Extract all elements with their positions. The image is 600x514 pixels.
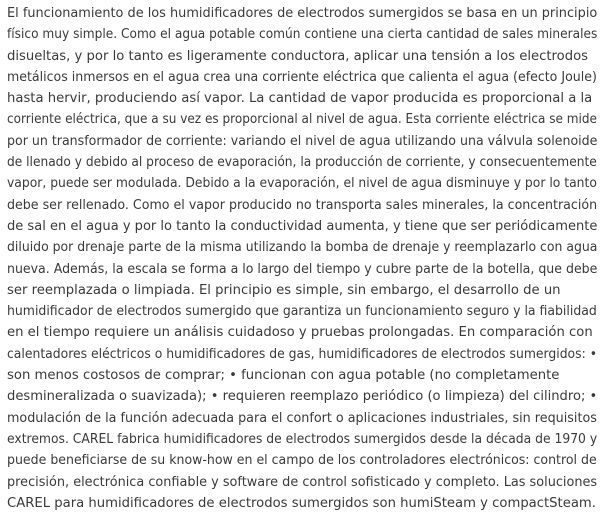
text-line: calentadores eléctricos o humidificadores de gas, humidificadores de electrodos sumergidos: •: [7, 346, 598, 362]
text-line: por un transformador de corriente: variando el nivel de agua utilizando una válvula solenoide: [7, 133, 598, 149]
text-line: físico muy simple. Como el agua potable común contiene una cierta cantidad de sales minerales: [7, 27, 598, 43]
text-line: nueva. Además, la escala se forma a lo largo del tiempo y cubre parte de la botella, que debe: [7, 261, 598, 277]
text-line: ser reemplazada o limpiada. El principio es simple, sin embargo, el desarrollo de un: [7, 282, 561, 298]
text-line: desmineralizada o suavizada); • requieren reemplazo periódico (o limpieza) del cilindro; •: [7, 389, 598, 405]
text-line: disueltas, y por lo tanto es ligeramente conductora, aplicar una tensión a los electrodos: [7, 48, 589, 64]
text-line: son menos costosos de comprar; • funcionan con agua potable (no completamente: [7, 368, 560, 384]
text-line: CAREL para humidificadores de electrodos sumergidos son humiSteam y compactSteam.: [7, 495, 596, 511]
text-line: humidificador de electrodos sumergido que garantiza un funcionamiento seguro y la fiabilidad: [7, 304, 597, 320]
article-paragraph: [7, 3, 599, 514]
text-line: puede beneficiarse de su know-how en el campo de los controladores electrónicos: control de: [7, 453, 597, 469]
text-line: modulación de la función adecuada para el confort o aplicaciones industriales, sin requisitos: [7, 410, 597, 426]
text-line: hasta hervir, produciendo así vapor. La cantidad de vapor producida es proporcional a la: [7, 91, 593, 107]
text-line: de llenado y debido al proceso de evaporación, la producción de corriente, y consecuentemente: [7, 155, 597, 171]
text-line: debe ser rellenado. Como el vapor producido no transporta sales minerales, la concentración: [7, 197, 598, 213]
text-line: El funcionamiento de los humidificadores de electrodos sumergidos se basa en un principio: [7, 6, 598, 21]
text-line: diluido por drenaje parte de la misma utilizando la bomba de drenaje y reemplazarlo con agua: [7, 240, 598, 256]
text-line: vapor, puede ser modulada. Debido a la evaporación, el nivel de agua disminuye y por lo tanto: [7, 176, 597, 192]
text-line: de sal en el agua y por lo tanto la conductividad aumenta, y tiene que ser periódicamente: [7, 218, 598, 234]
text-line: extremos. CAREL fabrica humidificadores de electrodos sumergidos desde la década de 1970 y: [7, 431, 598, 447]
text-line: metálicos inmersos en el agua crea una corriente eléctrica que calienta el agua (efecto Joule): [7, 69, 597, 85]
text-line: en el tiempo requiere un análisis cuidadoso y pruebas prolongadas. En comparación con: [7, 325, 593, 341]
text-line: precisión, electrónica confiable y software de control sofisticado y completo. Las soluciones: [7, 474, 598, 490]
text-line: corriente eléctrica, que a su vez es proporcional al nivel de agua. Esta corriente eléctrica se mide: [7, 112, 597, 128]
